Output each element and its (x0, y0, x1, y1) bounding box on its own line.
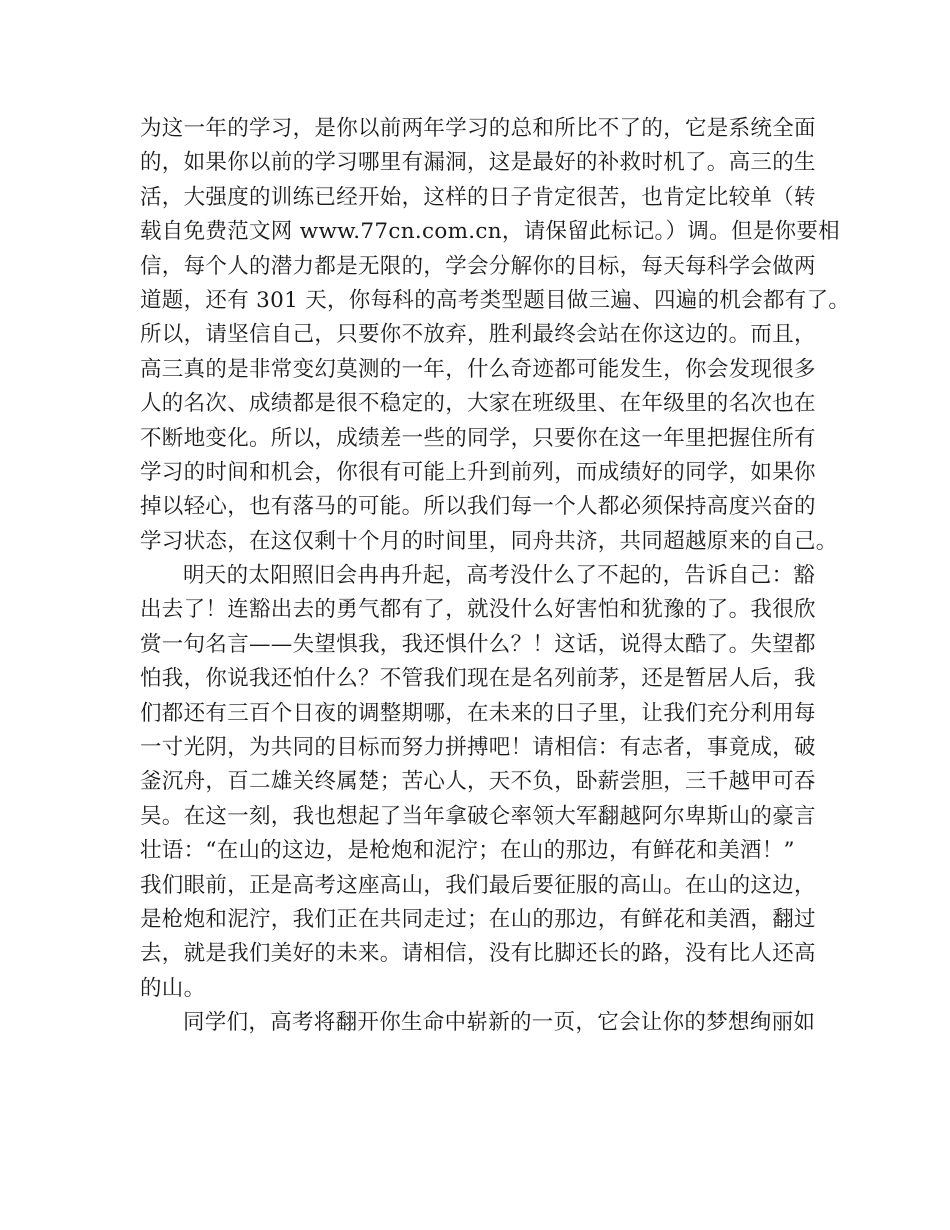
text-line: 掉以轻心，也有落马的可能。所以我们每一个人都必须保持高度兴奋的 (140, 494, 816, 520)
text-line: 载自免费范文网 www.77cn.com.cn，请保留此标记。）调。但是你要相 (140, 219, 840, 245)
text-line: 为这一年的学习，是你以前两年学习的总和所比不了的，它是系统全面 (140, 116, 816, 141)
text-line: 壮语：“在山的这边，是枪炮和泥泞；在山的那边，有鲜花和美酒！” (140, 838, 795, 864)
text-line: 道题，还有 301 天，你每科的高考类型题目做三遍、四遍的机会都有了。 (140, 287, 851, 313)
text-line: 一寸光阴，为共同的目标而努力拼搏吧！请相信：有志者，事竟成，破 (140, 735, 816, 761)
text-line: 吴。在这一刻，我也想起了当年拿破仑率领大军翻越阿尔卑斯山的豪言 (140, 803, 816, 829)
text-line: 出去了！连豁出去的勇气都有了，就没什么好害怕和犹豫的了。我很欣 (140, 597, 816, 623)
text-line: 所以，请坚信自己，只要你不放弃，胜利最终会站在你这边的。而且， (140, 322, 816, 348)
text-line: 我们眼前，正是高考这座高山，我们最后要征服的高山。在山的这边， (140, 872, 816, 898)
text-line: 同学们，高考将翻开你生命中崭新的一页，它会让你的梦想绚丽如 (183, 1010, 816, 1036)
text-line: 们都还有三百个日夜的调整期哪，在未来的日子里，让我们充分利用每 (140, 700, 816, 726)
text-line: 高三真的是非常变幻莫测的一年，什么奇迹都可能发生，你会发现很多 (140, 356, 816, 382)
text-line: 的，如果你以前的学习哪里有漏洞，这是最好的补救时机了。高三的生 (140, 150, 816, 176)
text-line: 的山。 (140, 975, 206, 1001)
text-line: 人的名次、成绩都是很不稳定的，大家在班级里、在年级里的名次也在 (140, 391, 816, 417)
text-line: 学习状态，在这仅剩十个月的时间里，同舟共济，共同超越原来的自己。 (140, 528, 838, 554)
text-line: 怕我，你说我还怕什么？不管我们现在是名列前茅，还是暂居人后，我 (140, 666, 816, 692)
text-line: 明天的太阳照旧会冉冉升起，高考没什么了不起的，告诉自己：豁 (183, 563, 816, 589)
document-body (140, 112, 851, 1041)
text-line: 是枪炮和泥泞，我们正在共同走过；在山的那边，有鲜花和美酒，翻过 (140, 906, 816, 932)
text-line: 信，每个人的潜力都是无限的，学会分解你的目标，每天每科学会做两 (140, 253, 816, 279)
text-line: 赏一句名言——失望惧我，我还惧什么？！这话，说得太酷了。失望都 (140, 631, 816, 657)
text-line: 釜沉舟，百二雄关终属楚；苦心人，天不负，卧薪尝胆，三千越甲可吞 (140, 769, 816, 795)
text-line: 活，大强度的训练已经开始，这样的日子肯定很苦，也肯定比较单（转 (140, 184, 816, 210)
text-line: 去，就是我们美好的未来。请相信，没有比脚还长的路，没有比人还高 (140, 941, 816, 967)
text-line: 学习的时间和机会，你很有可能上升到前列，而成绩好的同学，如果你 (140, 459, 816, 485)
text-line: 不断地变化。所以，成绩差一些的同学，只要你在这一年里把握住所有 (140, 425, 816, 451)
